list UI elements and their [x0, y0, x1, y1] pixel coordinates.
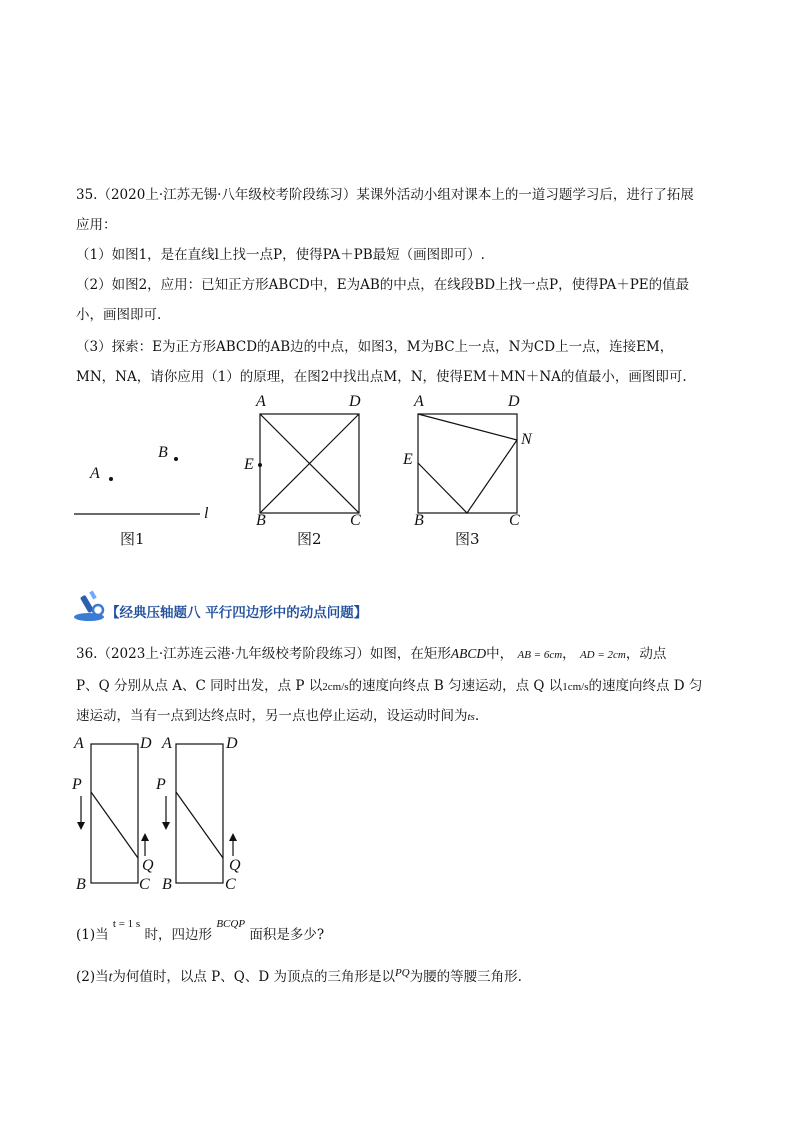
q35-part-3: （3）探索：E为正方形ABCD的AB边的中点，如图3，M为BC上一点，N为CD上一点，连接EM，	[76, 339, 674, 355]
fig3-caption: 图3	[455, 530, 480, 548]
fig3-label-n: N	[521, 431, 532, 448]
q36-ad-length: AD = 2cm	[579, 649, 626, 661]
q36-left-label-q: Q	[142, 857, 154, 874]
q36-left-pq	[91, 792, 138, 858]
fig3-label-b: B	[414, 512, 424, 529]
q36-line1-a: 36.（2023上·江苏连云港·九年级校考阶段练习）如图，在矩形	[76, 646, 451, 662]
fig1-label-b: B	[158, 444, 168, 461]
q36-time: ts	[467, 711, 475, 723]
q36-speed-p: 2cm/s	[322, 681, 349, 693]
q36-line2-c: 的速度向终点 B 匀速运动，点 Q 以	[348, 678, 563, 694]
fig2-label-d: D	[349, 393, 361, 410]
q36-right-label-d: D	[226, 735, 238, 752]
q36-line2-a: P、Q 分别从点 A、C 同时出发，点 P 以	[76, 678, 323, 694]
q36-left-label-b: B	[76, 876, 86, 893]
fig2-label-a: A	[256, 393, 266, 410]
q36-left-label-a: A	[74, 735, 84, 752]
q36-sub2-c: 为腰的等腰三角形.	[409, 969, 522, 985]
fig2-label-e: E	[244, 456, 254, 473]
q36-sub-2	[76, 968, 522, 987]
q36-right-label-b: B	[162, 876, 172, 893]
q36-right-label-q: Q	[229, 857, 241, 874]
fig1-label-l: l	[204, 505, 209, 522]
fig2-label-b: B	[256, 512, 266, 529]
q36-right-arrowhead-p	[162, 822, 170, 830]
q36-right-arrowhead-q	[229, 833, 237, 841]
q35-line-7: MN，NA，请你应用（1）的原理，在图2中找出点M，N，使得EM＋MN＋NA的值最小，画图即可.	[76, 369, 687, 385]
q36-line1-g: ，动点	[625, 646, 667, 662]
q36-sub2-b: 为何值时，以点 P、Q、D 为顶点的三角形是以	[112, 969, 395, 985]
q36-rect-name: ABCD	[450, 646, 487, 661]
fig1-label-a: A	[90, 465, 100, 482]
q36-right-label-c: C	[225, 876, 236, 893]
q36-sub1-t: t = 1 s	[112, 918, 141, 930]
q35-part-2: （2）如图2，应用：已知正方形ABCD中，E为AB的中点，在线段BD上找一点P，使得PA＋PE的值最	[76, 277, 690, 293]
q36-left-arrowhead-q	[141, 833, 149, 841]
q36-left-label-d: D	[140, 735, 152, 752]
q36-sub-1	[76, 918, 325, 945]
q36-speed-q: 1cm/s	[562, 681, 589, 693]
fig3-label-c: C	[509, 512, 520, 529]
q36-left-label-p: P	[72, 776, 82, 793]
q36-sub2-a: (2)当	[76, 969, 109, 985]
q36-ab-length: AB = 6cm	[517, 649, 563, 661]
q36-sub1-a: (1)当	[76, 927, 109, 943]
q36-sub1-b: 时，四边形	[144, 927, 213, 943]
fig2-caption: 图2	[297, 530, 322, 548]
q35-line-1: 35.（2020上·江苏无锡·八年级校考阶段练习）某课外活动小组对课本上的一道习题学习后，进行了拓展	[76, 187, 694, 203]
q36-sub2-t: t	[108, 969, 113, 984]
q36-sub1-c: 面积是多少?	[249, 927, 325, 943]
fig3-label-e: E	[403, 451, 413, 468]
q36-right-label-p: P	[156, 776, 166, 793]
q36-left-rect	[91, 744, 138, 883]
q36-line3-c: .	[474, 708, 480, 724]
section-title: 【经典压轴题八 平行四边形中的动点问题】	[106, 605, 368, 621]
q35-part-1: （1）如图1，是在直线l上找一点P，使得PA＋PB最短（画图即可）.	[76, 247, 485, 263]
q36-left-label-c: C	[139, 876, 150, 893]
q36-line1-e: ，	[562, 646, 576, 662]
fig3-label-d: D	[508, 393, 520, 410]
q36-line1-c: 中，	[486, 646, 514, 662]
q36-line3-a: 速运动，当有一点到达终点时，另一点也停止运动，设运动时间为	[76, 708, 468, 724]
fig3-label-a: A	[414, 393, 424, 410]
fig1-caption: 图1	[120, 530, 145, 548]
q36-left-arrowhead-p	[77, 822, 85, 830]
q36-sub2-pq: PQ	[394, 967, 410, 979]
q36-sub1-quad: BCQP	[216, 918, 246, 930]
q35-line-2: 应用：	[76, 217, 117, 233]
q35-line-5: 小，画图即可.	[76, 307, 162, 323]
q36-right-label-a: A	[162, 735, 172, 752]
q36-right-rect	[176, 744, 223, 883]
q36-line2-e: 的速度向终点 D 匀	[588, 678, 703, 694]
fig2-label-c: C	[350, 512, 361, 529]
q36-right-pq	[176, 792, 223, 858]
